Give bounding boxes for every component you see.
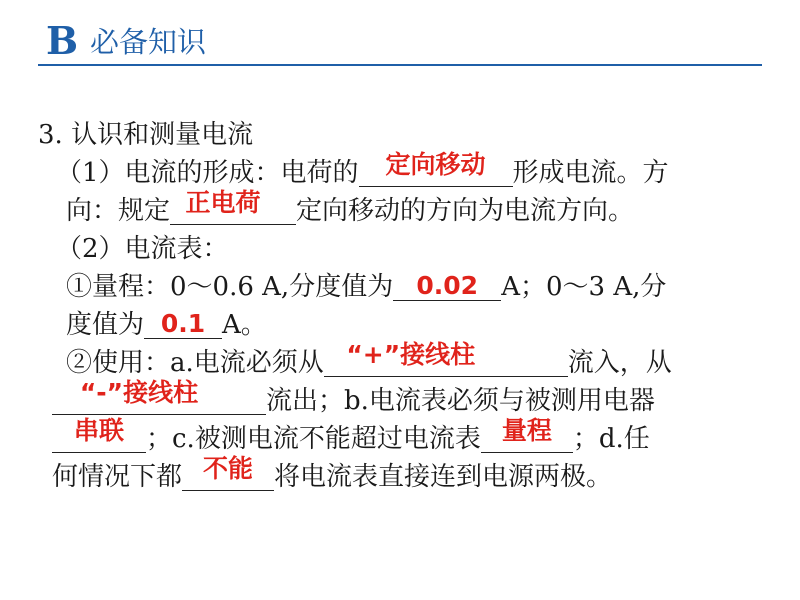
answer-5: “+”接线柱 <box>346 340 476 369</box>
text: 将电流表直接连到电源两极。 <box>274 462 613 492</box>
answer-blank <box>481 416 573 453</box>
answer-4: 0.1 <box>160 309 206 338</box>
text: 流入，从 <box>567 348 672 378</box>
answer-blank <box>393 270 501 301</box>
answer-1: 定向移动 <box>385 150 486 179</box>
answer-9: 不能 <box>203 454 254 483</box>
answer-2: 正电荷 <box>185 188 261 217</box>
answer-6: “-”接线柱 <box>79 378 199 407</box>
answer-8: 量程 <box>501 416 552 445</box>
line-ammeter <box>38 230 758 268</box>
answer-blank <box>324 340 568 377</box>
heading: 3. 认识和测量电流 <box>38 120 254 150</box>
text: 向：规定 <box>66 196 171 226</box>
text: 流出；b.电流表必须与被测用电器 <box>266 386 655 416</box>
text: 定向移动的方向为电流方向。 <box>296 196 635 226</box>
line-direction <box>38 188 758 230</box>
text: A；0～3 A,分 <box>501 272 667 302</box>
answer-blank <box>144 308 222 339</box>
line-usage-4 <box>38 454 758 496</box>
answer-blank <box>52 378 266 415</box>
text: ②使用：a.电流必须从 <box>66 348 324 378</box>
line-usage-3 <box>38 416 758 458</box>
line-formation <box>38 150 758 192</box>
section-badge: B <box>46 18 79 63</box>
text: （2）电流表： <box>56 234 229 264</box>
text: ①量程：0～0.6 A,分度值为 <box>66 272 394 302</box>
text: 何情况下都 <box>52 462 183 492</box>
text: 形成电流。方 <box>512 158 669 188</box>
knowledge-content <box>38 116 758 496</box>
header-divider <box>38 64 762 66</box>
text: A。 <box>222 310 267 340</box>
answer-blank <box>170 188 296 225</box>
text: ；d.任 <box>572 424 650 454</box>
answer-blank <box>359 150 513 187</box>
answer-blank <box>52 416 146 453</box>
section-title: 必备知识 <box>90 25 207 59</box>
line-range-1 <box>38 268 758 306</box>
answer-3: 0.02 <box>416 271 479 300</box>
text: （1）电流的形成：电荷的 <box>56 158 359 188</box>
answer-7: 串联 <box>73 416 124 445</box>
answer-blank <box>182 454 274 491</box>
text: 度值为 <box>66 310 145 340</box>
text: ；c.被测电流不能超过电流表 <box>146 424 481 454</box>
line-usage-2 <box>38 378 758 420</box>
